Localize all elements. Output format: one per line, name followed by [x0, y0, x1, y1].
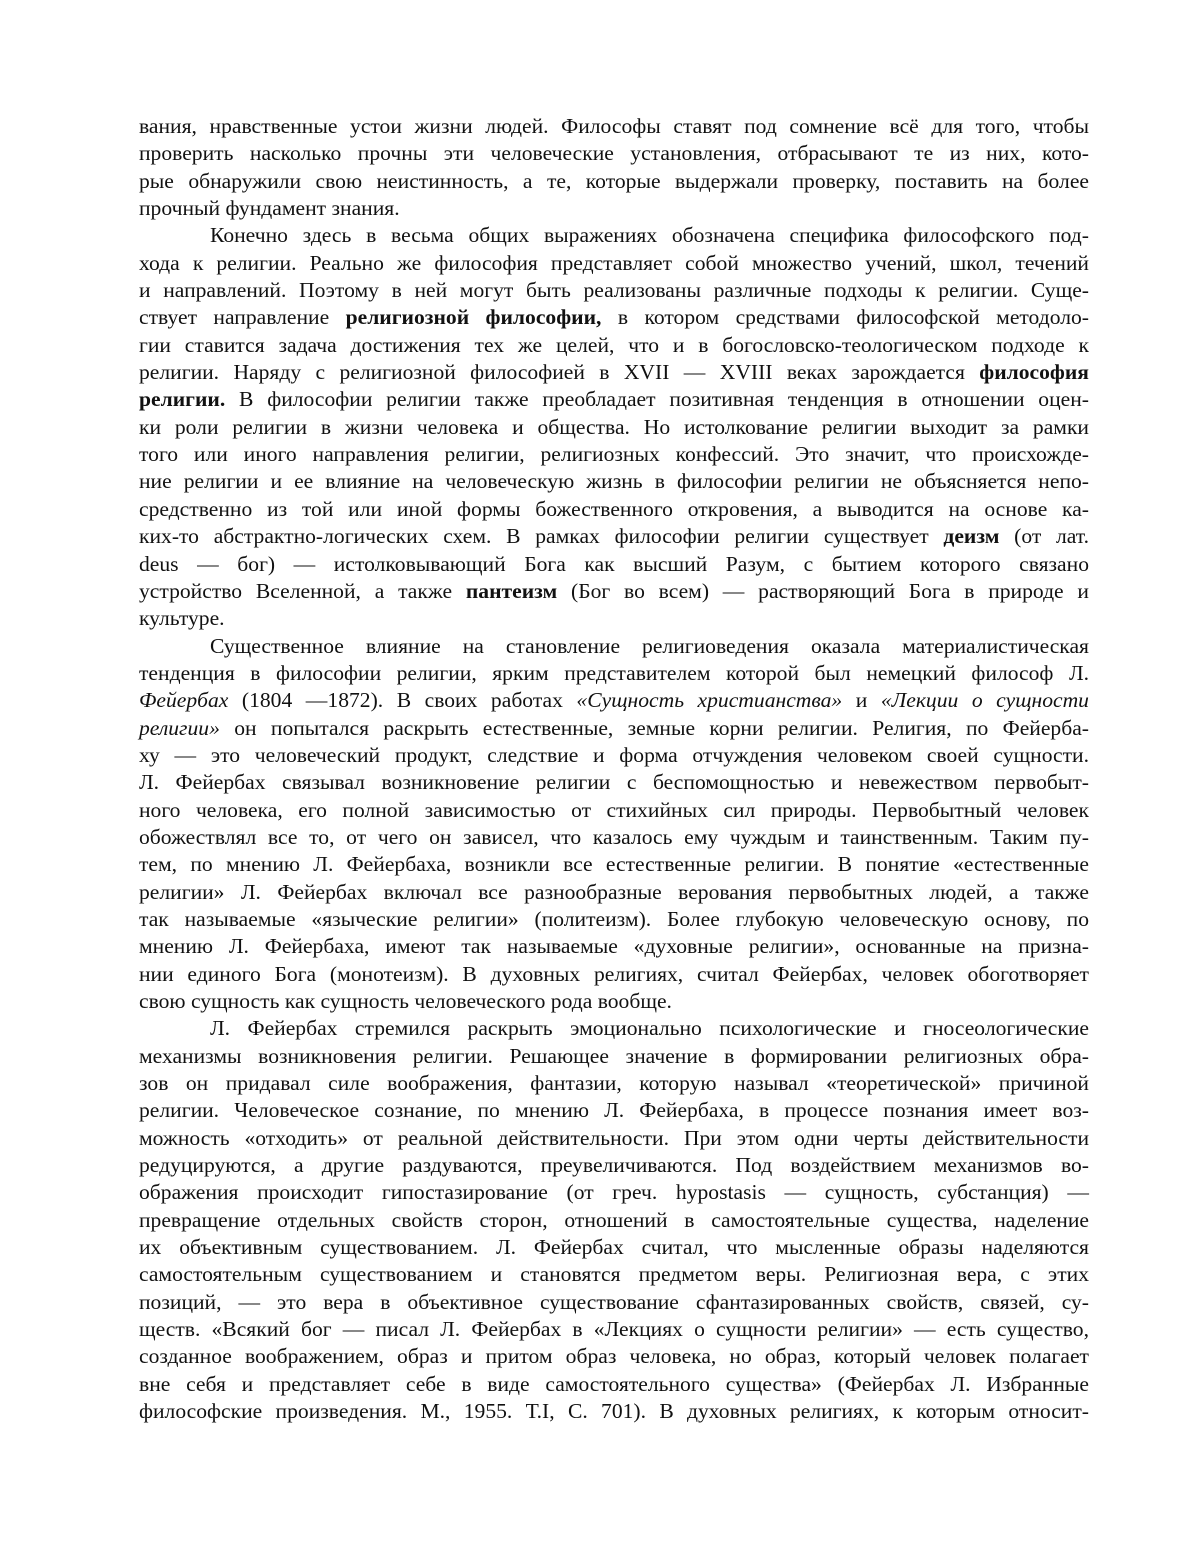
text-run: хода к религии. Реально же философия представляет собой множество учений, школ, течений — [139, 250, 1089, 275]
text-run: Существенное влияние на становление религиоведения оказала материалистическая — [210, 633, 1089, 658]
text-run: ки роли религии в жизни человека и общества. Но истолкование религии выходит за рамки — [139, 414, 1089, 439]
text-line — [139, 660, 1089, 687]
text-run: религии» Л. Фейербах включал все разнообразные верования первобытных людей, а также — [139, 879, 1089, 904]
text-line — [139, 222, 1089, 249]
text-run: нии единого Бога (монотеизм). В духовных религиях, считал Фейербах, человек обоготворяет — [139, 961, 1089, 986]
bold-term: философия — [979, 360, 1089, 385]
text-line — [139, 769, 1089, 796]
text-line — [139, 277, 1089, 304]
text-line — [139, 1125, 1089, 1152]
text-line — [139, 797, 1089, 824]
text-run: редуцируются, а другие раздуваются, преувеличиваются. Под воздействием механизмов во- — [139, 1153, 1089, 1178]
text-run: культуре. — [139, 606, 225, 631]
text-run: и — [842, 688, 881, 713]
text-run: позиций, — это вера в объективное существование сфантазированных свойств, связей, су- — [139, 1289, 1089, 1314]
text-run: Конечно здесь в весьма общих выражениях обозначена специфика философского под- — [210, 223, 1089, 248]
text-line — [139, 1043, 1089, 1070]
text-line — [139, 1070, 1089, 1097]
text-run: религии. Человеческое сознание, по мнению Л. Фейербаха, в процессе познания имеет воз- — [139, 1098, 1089, 1123]
text-run: ние религии и ее влияние на человеческую жизнь в философии религии не объясняется непо- — [139, 469, 1089, 494]
bold-term: религиозной философии, — [345, 305, 602, 330]
text-run: (1804 —1872). В своих работах — [228, 688, 577, 713]
text-line — [139, 1179, 1089, 1206]
bold-term: пантеизм — [465, 578, 558, 603]
text-run: религии. Наряду с религиозной философией в XVII — XVIII веках зарождается — [139, 360, 980, 385]
text-run: так называемые «языческие религии» (политеизм). Более глубокую человеческую основу, по — [139, 906, 1089, 931]
text-run: и направлений. Поэтому в ней могут быть реализованы различные подходы к религии. Суще- — [139, 278, 1089, 303]
text-run: ких-то абстрактно-логических схем. В рамках философии религии существует — [139, 524, 944, 549]
text-line — [139, 933, 1089, 960]
text-run: обожествлял все то, от чего он зависел, что казалось ему чуждым и таинственным. Таким пу- — [139, 824, 1089, 849]
text-line — [139, 1097, 1089, 1124]
text-run: философские произведения. М., 1955. Т.I, С. 701). В духовных религиях, к которым относит- — [139, 1399, 1089, 1424]
text-run: ществ. «Всякий бог — писал Л. Фейербах в «Лекциях о сущности религии» — есть существо, — [139, 1317, 1089, 1342]
text-line — [139, 687, 1089, 714]
text-run: Л. Фейербах стремился раскрыть эмоционально психологические и гносеологические — [210, 1016, 1089, 1041]
text-line — [139, 1316, 1089, 1343]
text-line — [139, 605, 1089, 632]
text-line — [139, 1207, 1089, 1234]
body-text — [139, 113, 1089, 1426]
italic-text: «Лекции о сущности — [880, 688, 1089, 713]
text-line — [139, 1015, 1089, 1042]
text-line — [139, 140, 1089, 167]
text-run: (от лат. — [999, 524, 1089, 549]
text-run: тенденция в философии религии, ярким представителем которой был немецкий философ Л. — [139, 660, 1089, 685]
text-line — [139, 414, 1089, 441]
text-line — [139, 250, 1089, 277]
text-run: тем, по мнению Л. Фейербаха, возникли все естественные религии. В понятие «естественные — [139, 852, 1089, 877]
text-line — [139, 359, 1089, 386]
text-run: в котором средствами философской методоло- — [601, 305, 1089, 330]
text-line — [139, 441, 1089, 468]
text-line — [139, 386, 1089, 413]
text-run: ного человека, его полной зависимостью от стихийных сил природы. Первобытный человек — [139, 797, 1089, 822]
text-line — [139, 523, 1089, 550]
text-run: того или иного направления религии, религиозных конфессий. Это значит, что происхожде- — [139, 442, 1089, 467]
text-line — [139, 1398, 1089, 1425]
text-run: мнению Л. Фейербаха, имеют так называемые «духовные религии», основанные на призна- — [139, 934, 1089, 959]
text-line — [139, 851, 1089, 878]
text-line — [139, 468, 1089, 495]
text-run: свою сущность как сущность человеческого рода вообще. — [139, 989, 672, 1013]
text-line — [139, 332, 1089, 359]
text-line — [139, 988, 1089, 1015]
text-run: гии ставится задача достижения тех же целей, что и в богословско-теологическом подходе к — [139, 332, 1089, 357]
text-run: он попытался раскрыть естественные, земные корни религии. Религия, по Фейерба- — [219, 715, 1089, 740]
text-line — [139, 1234, 1089, 1261]
text-line — [139, 1371, 1089, 1398]
bold-term: деизм — [943, 524, 1000, 549]
text-run: устройство Вселенной, а также — [139, 578, 466, 603]
text-line — [139, 113, 1089, 140]
text-run: зов он придавал силе воображения, фантазии, которую называл «теоретической» причиной — [139, 1071, 1089, 1096]
text-run: вания, нравственные устои жизни людей. Философы ставят под сомнение всё для того, чтобы — [139, 114, 1089, 138]
text-run: можность «отходить» от реальной действительности. При этом одни черты действительности — [139, 1125, 1089, 1150]
bold-term: религии. — [139, 387, 226, 412]
text-line — [139, 1261, 1089, 1288]
text-line — [139, 1152, 1089, 1179]
text-line — [139, 551, 1089, 578]
text-run: (Бог во всем) — растворяющий Бога в природе и — [557, 578, 1089, 603]
text-line — [139, 715, 1089, 742]
text-run: средственно из той или иной формы божественного откровения, а выводится на основе ка- — [139, 496, 1089, 521]
text-line — [139, 879, 1089, 906]
text-line — [139, 1343, 1089, 1370]
text-line — [139, 742, 1089, 769]
italic-text: религии» — [139, 715, 220, 740]
text-line — [139, 195, 1089, 222]
text-line — [139, 168, 1089, 195]
text-run: проверить насколько прочны эти человеческие установления, отбрасывают те из них, кото- — [139, 141, 1089, 166]
text-run: вне себя и представляет себе в виде самостоятельного существа» (Фейербах Л. Избранные — [139, 1371, 1089, 1396]
text-run: Л. Фейербах связывал возникновение религии с беспомощностью и невежеством первобыт- — [139, 770, 1089, 795]
text-line — [139, 496, 1089, 523]
text-run: созданное воображением, образ и притом образ человека, но образ, который человек полагает — [139, 1344, 1089, 1369]
text-line — [139, 1289, 1089, 1316]
text-run: прочный фундамент знания. — [139, 196, 400, 221]
text-line — [139, 304, 1089, 331]
text-run: ствует направление — [139, 305, 346, 330]
text-run: ху — это человеческий продукт, следствие и форма отчуждения человеком своей сущности. — [139, 742, 1089, 767]
text-run: механизмы возникновения религии. Решающее значение в формировании религиозных обра- — [139, 1043, 1089, 1068]
text-line — [139, 633, 1089, 660]
text-run: ображения происходит гипостазирование (от греч. hypostasis — сущность, субстанция) — — [139, 1180, 1089, 1205]
text-line — [139, 906, 1089, 933]
text-line — [139, 578, 1089, 605]
text-line — [139, 961, 1089, 988]
italic-text: Фейербах — [139, 688, 229, 713]
text-run: deus — бог) — истолковывающий Бога как высший Разум, с бытием которого связано — [139, 551, 1089, 576]
text-run: В философии религии также преобладает позитивная тенденция в отношении оцен- — [225, 387, 1089, 412]
text-run: самостоятельным существованием и становятся предметом веры. Религиозная вера, с этих — [139, 1262, 1089, 1287]
italic-text: «Сущность христианства» — [576, 688, 843, 713]
text-run: превращение отдельных свойств сторон, отношений в самостоятельные существа, наделение — [139, 1207, 1089, 1232]
text-run: их объективным существованием. Л. Фейербах считал, что мысленные образы наделяются — [139, 1235, 1089, 1260]
text-line — [139, 824, 1089, 851]
text-run: рые обнаружили свою неистинность, а те, которые выдержали проверку, поставить на более — [139, 168, 1089, 193]
